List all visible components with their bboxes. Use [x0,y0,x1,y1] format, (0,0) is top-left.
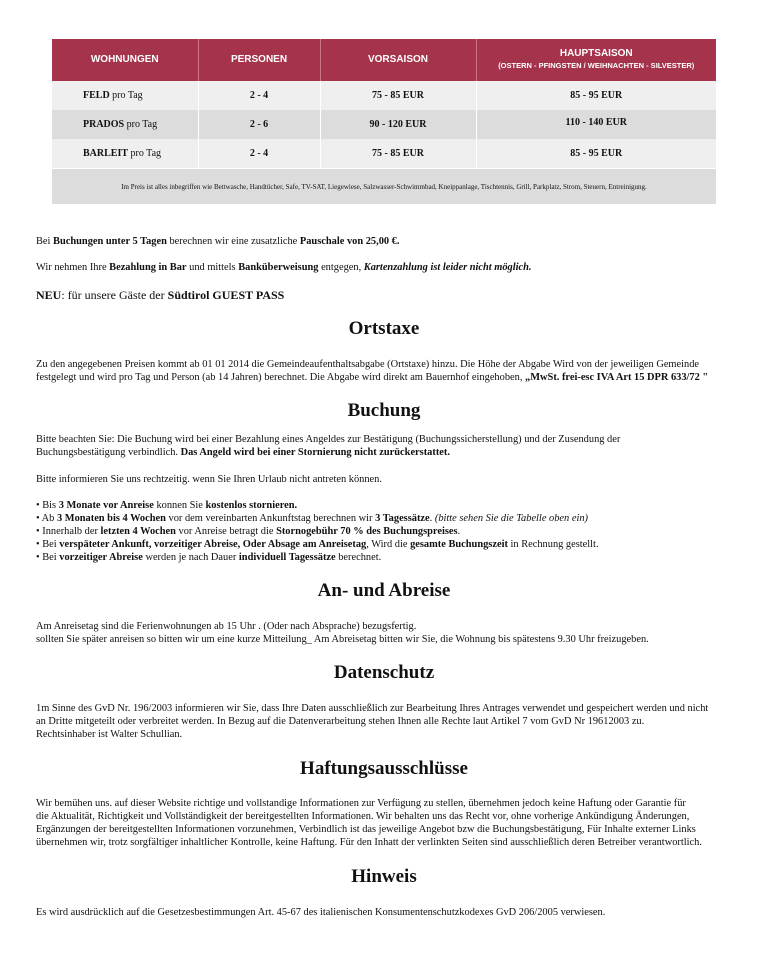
apartment-name: PRADOS [83,119,125,130]
price-note: Im Preis ist alles inbegriffen wie Bettwasche, Handtücher, Safe, TV-SAT, Liegewiese, Salzwasser-Schwimmbad, Kneippanlage, Tischtennis, Grill, Parkplatz, Strom, Steuern, Entreinigung. [52,169,716,205]
apartment-name: FELD [83,90,110,101]
apartment-suffix: pro Tag [109,90,143,101]
table-note-row [52,169,716,205]
heading-anabreise: An- und Abreise [317,580,451,601]
header-hauptsaison [476,39,716,81]
hauptsaison-value: 110 - 140 EUR [565,117,627,128]
buchung-text: Bitte beachten Sie: Die Buchung wird bei einer Bezahlung eines Angeldes zur Bestätigung (Buchungssicherstellung) und der Zusendung der Buchungsbestätigung verbindlich. Das Angeld wird bei einer Stornierung nicht zurückerstattet. [36,434,621,458]
header-hauptsaison-title: HAUPTSAISON [559,48,633,59]
vorsaison-cell [320,110,476,139]
vorsaison-value: 75 - 85 EUR [372,90,424,101]
table-row [52,110,716,139]
heading-hinweis: Hinweis [351,866,417,887]
buchung-notice: Bitte informieren Sie uns rechtzeitig. wenn Sie Ihren Urlaub nicht antreten können. [36,474,382,485]
apartment-cell [52,110,198,139]
table-row [52,81,716,110]
persons-cell [198,139,320,169]
hauptsaison-cell [476,139,716,169]
persons-cell [198,81,320,110]
hauptsaison-cell [476,81,716,110]
header-vorsaison: VORSAISON [320,39,476,81]
haftung-text: Wir bemühen uns. auf dieser Website richtige und vollstandige Informationen zur Verfügung zu stellen, übernehmen jedoch keine Haftung oder Garantie für die Aktualität, Richtigkeit und Vollständigkeit der bereitgestellten Informationen. Wir behalten uns das Recht vor, ohne vorherige Ankündigung Änderungen, Ergänzungen der bereitgestellten Informationen vorzunehmen, Verbindlich ist das jeweilige Angebot bzw die Buchungsbestätigung, Für Inhalte externer Links übernehmen wir, trotz sorgfältiger inhaltlicher Kontrolle, keine Haftung. Für den Inhatt der verlinkten Seiten sind ausschließlich deren Betreiber verantwortlich. [36,798,702,848]
vorsaison-value: 75 - 85 EUR [372,148,424,159]
list-item: • Bei vorzeitiger Abreise werden je nach Dauer individuell Tagessätze berechnet. [36,552,382,563]
list-item: • Innerhalb der letzten 4 Wochen vor Anreise betragt die Stornogebühr 70 % des Buchungspreises. [36,526,461,537]
intro-surcharge: Bei Buchungen unter 5 Tagen berechnen wir eine zusatzliche Pauschale von 25,00 €. [36,236,400,247]
ortstaxe-text: Zu den angegebenen Preisen kommt ab 01 01 2014 die Gemeindeaufenthaltsabgabe (Ortstaxe) hinzu. Die Höhe der Abgabe Wird von der jeweiligen Gemeinde festgelegt und wird pro Tag und Person (ab 14 Jahren) berechnet. Die Abgabe wird direkt am Bauernhof eingehoben, „MwSt. frei-esc IVA Art 15 DPR 633/72 " [36,359,709,383]
list-item: • Bis 3 Monate vor Anreise konnen Sie kostenlos stornieren. [36,500,298,511]
apartment-cell [52,81,198,110]
table-row [52,139,716,169]
price-table-container [52,39,716,204]
header-wohnungen: WOHNUNGEN [52,39,198,81]
vorsaison-cell [320,81,476,110]
hinweis-text: Es wird ausdrücklich auf die Gesetzesbestimmungen Art. 45-67 des italienischen Konsumentenschutzkodexes GvD 206/2005 verwiesen. [36,907,606,918]
persons-value: 2 - 6 [249,119,269,130]
anabreise-text: Am Anreisetag sind die Ferienwohnungen ab 15 Uhr . (Oder nach Absprache) bezugsfertig. sollten Sie später anreisen so bitten wir um eine kurze Mitteilung_ Am Abreisetag bitten wir Sie, die Wohnung bis spätestens 9.30 Uhr freizugeben. [36,621,649,645]
apartment-suffix: pro Tag [124,119,158,130]
hauptsaison-cell [476,110,716,139]
hauptsaison-value: 85 - 95 EUR [570,90,623,101]
persons-value: 2 - 4 [249,148,269,159]
price-table [52,39,716,204]
persons-value: 2 - 4 [249,90,269,101]
heading-haftung: Haftungsausschlüsse [300,758,468,779]
datenschutz-text: 1m Sinne des GvD Nr. 196/2003 informieren wir Sie, dass Ihre Daten ausschließlich zur Bearbeitung Ihres Antrages verwendet und gespeichert werden und nicht an Dritte mitgeteilt oder verbreitet werden. In Bezug auf die Datenverarbeitung stehen Ihnen alle Rechte laut Artikel 7 vom GvD Nr 19612003 zu. Rechtsinhaber ist Walter Schullian. [36,703,709,740]
heading-datenschutz: Datenschutz [333,662,435,683]
vorsaison-value: 90 - 120 EUR [369,119,427,130]
vorsaison-cell [320,139,476,169]
intro-payment: Wir nehmen Ihre Bezahlung in Bar und mittels Banküberweisung entgegen, Kartenzahlung ist leider nicht möglich. [36,262,532,273]
heading-ortstaxe: Ortstaxe [348,318,420,339]
heading-buchung: Buchung [347,400,421,421]
intro-guest-pass: NEU: für unsere Gäste der Südtirol GUEST PASS [36,288,285,302]
apartment-name: BARLEIT [83,148,129,159]
header-personen: PERSONEN [198,39,320,81]
buchung-conditions-list [36,499,752,564]
list-item: • Bei verspäteter Ankunft, vorzeitiger Abreise, Oder Absage am Anreisetag, Wird die gesamte Buchungszeit in Rechnung gestellt. [36,539,599,550]
apartment-cell [52,139,198,169]
table-header-row [52,39,716,81]
persons-cell [198,110,320,139]
hauptsaison-value: 85 - 95 EUR [570,148,623,159]
apartment-suffix: pro Tag [128,148,162,159]
list-item: • Ab 3 Monaten bis 4 Wochen vor dem vereinbarten Ankunftstag berechnen wir 3 Tagessätze. (bitte sehen Sie die Tabelle oben ein) [36,513,588,524]
header-hauptsaison-subtitle: (OSTERN - PFINGSTEN / WEIHNACHTEN - SILVESTER) [498,61,695,70]
